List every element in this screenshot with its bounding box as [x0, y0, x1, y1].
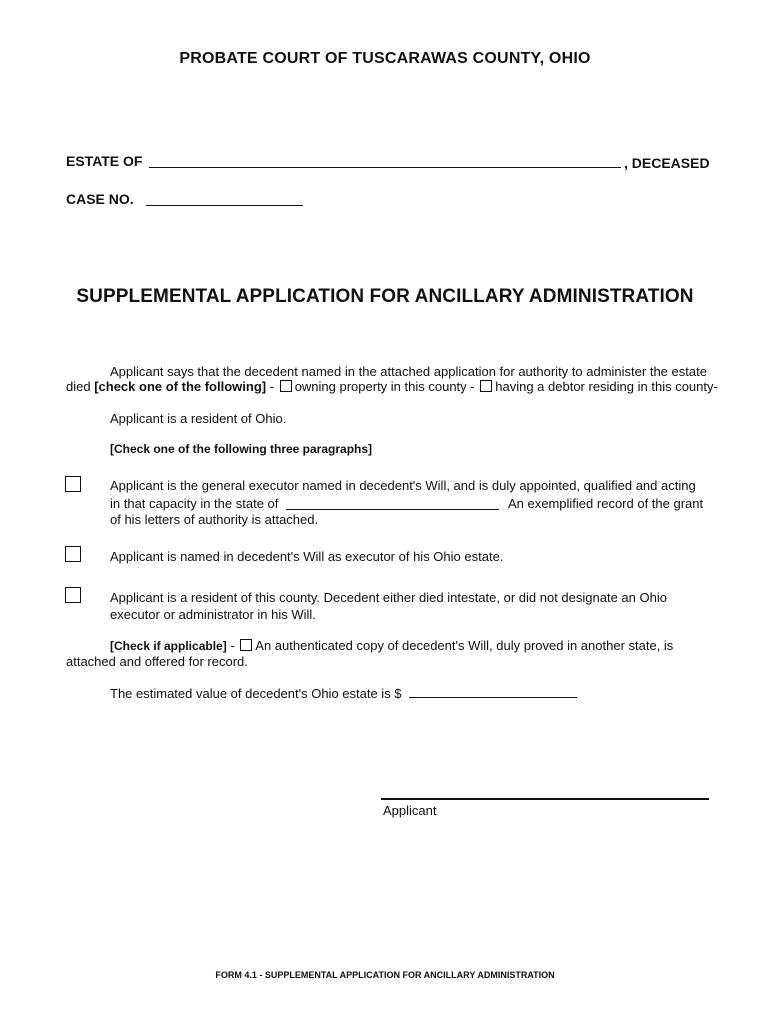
estimated-value-field[interactable]	[409, 697, 577, 698]
form-title: SUPPLEMENTAL APPLICATION FOR ANCILLARY ADMINISTRATION	[76, 286, 694, 307]
estate-of-label: ESTATE OF	[66, 153, 143, 169]
applicable-line-1	[110, 638, 673, 654]
p3-line-1: Applicant is a resident of this county. Decedent either died intestate, or did not designate an Ohio	[110, 590, 667, 605]
died-text: died	[66, 379, 91, 394]
intro-line-1: Applicant says that the decedent named in the attached application for authority to administer the estate	[110, 364, 707, 379]
court-title: PROBATE COURT OF TUSCARAWAS COUNTY, OHIO	[179, 50, 591, 67]
case-number-field[interactable]	[146, 205, 303, 206]
county-resident-checkbox[interactable]	[65, 587, 81, 603]
p1-line-2a: in that capacity in the state of	[110, 496, 279, 511]
authenticated-will-label: An authenticated copy of decedent's Will, duly proved in another state, is	[255, 638, 674, 653]
authenticated-will-checkbox[interactable]	[240, 639, 252, 651]
p2-text: Applicant is named in decedent's Will as executor of his Ohio estate.	[110, 549, 504, 564]
form-footer: FORM 4.1 - SUPPLEMENTAL APPLICATION FOR ANCILLARY ADMINISTRATION	[215, 970, 555, 980]
p3-line-2: executor or administrator in his Will.	[110, 607, 316, 622]
signature-label: Applicant	[383, 803, 437, 818]
estimated-value-label: The estimated value of decedent's Ohio estate is $	[110, 686, 402, 701]
case-no-label: CASE NO.	[66, 191, 134, 207]
p1-line-3: of his letters of authority is attached.	[110, 512, 319, 527]
check-three-heading: [Check one of the following three paragraphs]	[110, 442, 373, 456]
deceased-label: , DECEASED	[624, 155, 710, 171]
applicable-line-2: attached and offered for record.	[66, 654, 248, 669]
p1-line-2b: An exemplified record of the grant	[508, 496, 704, 511]
debtor-residing-label: having a debtor residing in this county-	[495, 379, 718, 394]
check-if-applicable-instruction: [Check if applicable]	[110, 639, 227, 653]
resident-statement: Applicant is a resident of Ohio.	[110, 411, 287, 426]
dash-text: -	[269, 379, 275, 394]
owning-property-label: owning property in this county -	[294, 379, 475, 394]
intro-line-2	[66, 379, 718, 395]
owning-property-checkbox[interactable]	[280, 380, 292, 392]
estate-name-field[interactable]	[149, 167, 621, 168]
check-one-instruction: [check one of the following]	[94, 379, 267, 394]
debtor-residing-checkbox[interactable]	[480, 380, 492, 392]
applicable-dash: -	[230, 638, 235, 653]
general-executor-checkbox[interactable]	[65, 476, 81, 492]
ohio-executor-checkbox[interactable]	[65, 546, 81, 562]
signature-line[interactable]	[381, 798, 709, 800]
state-field[interactable]	[286, 509, 499, 510]
p1-line-1: Applicant is the general executor named in decedent's Will, and is duly appointed, qualified and acting	[110, 478, 696, 493]
